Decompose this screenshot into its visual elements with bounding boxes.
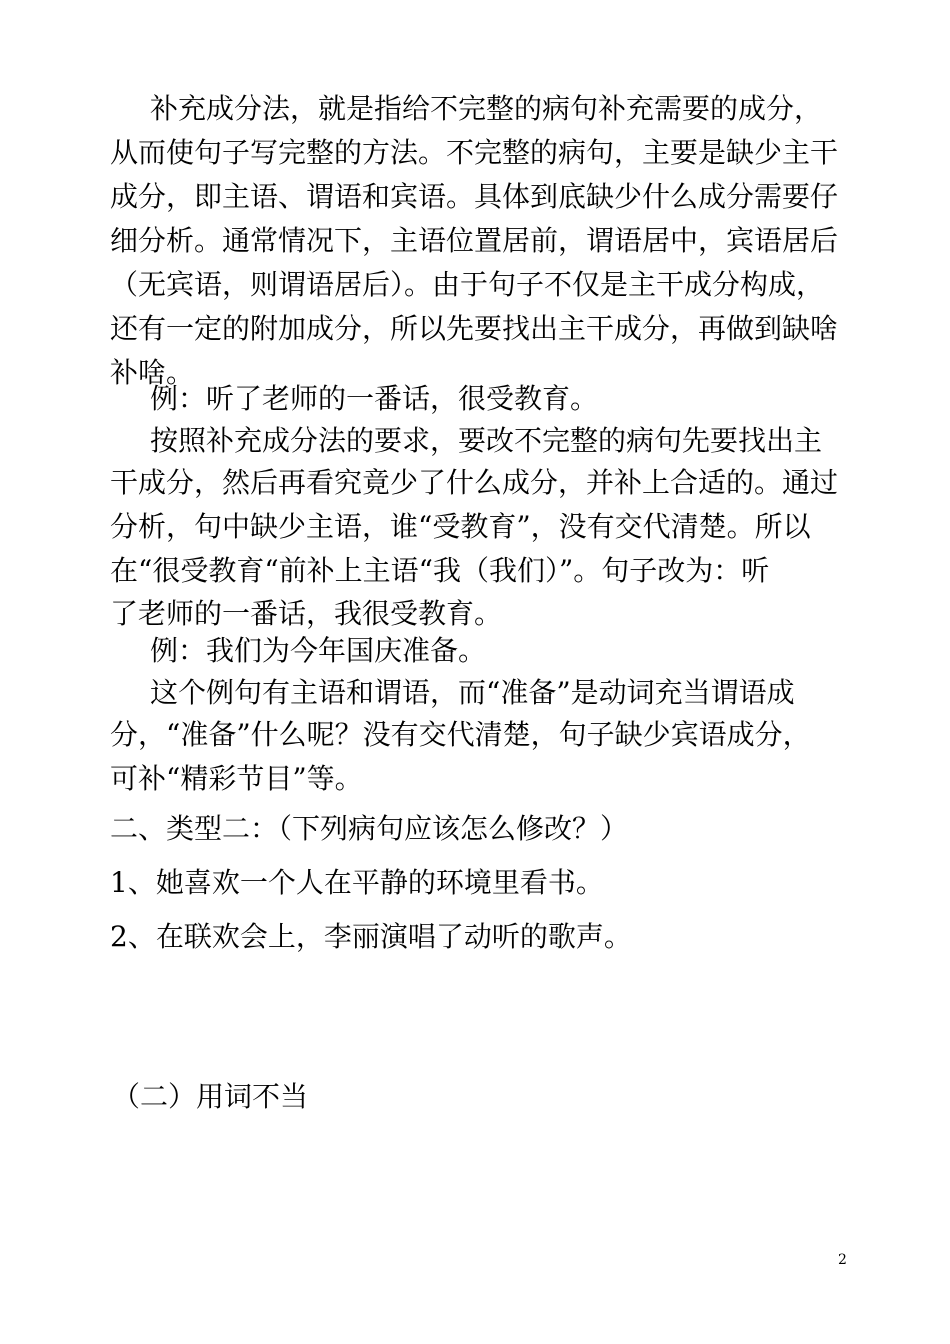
paragraph-line: 补充成分法，就是指给不完整的病句补充需要的成分， <box>150 92 823 125</box>
paragraph-line: 分析，句中缺少主语，谁“受教育”，没有交代清楚。所以 <box>110 510 811 543</box>
paragraph-line: 还有一定的附加成分，所以先要找出主干成分，再做到缺啥 <box>110 312 839 345</box>
paragraph-line: 在“很受教育“前补上主语“我（我们）”。句子改为：听 <box>110 554 770 587</box>
example-line: 例：我们为今年国庆准备。 <box>150 634 487 667</box>
paragraph-line: 这个例句有主语和谓语，而“准备”是动词充当谓语成 <box>150 676 795 709</box>
paragraph-line: 可补“精彩节目”等。 <box>110 762 363 795</box>
paragraph-line: 细分析。通常情况下，主语位置居前，谓语居中，宾语居后 <box>110 224 839 257</box>
paragraph-line: 按照补充成分法的要求，要改不完整的病句先要找出主 <box>150 424 823 457</box>
paragraph-line: 补啥。 <box>110 356 195 389</box>
example-line: 例：听了老师的一番话，很受教育。 <box>150 382 599 415</box>
exercise-item: 2、在联欢会上，李丽演唱了动听的歌声。 <box>110 920 632 953</box>
subheading-text: （二）用词不当 <box>112 1080 309 1113</box>
exercise-item: 1、她喜欢一个人在平静的环境里看书。 <box>110 866 604 899</box>
paragraph-line: 干成分，然后再看究竟少了什么成分，并补上合适的。通过 <box>110 466 839 499</box>
section-heading-text: 二、类型二：（下列病句应该怎么修改？） <box>110 812 629 845</box>
paragraph-line: 分，“准备”什么呢？没有交代清楚，句子缺少宾语成分， <box>110 718 811 751</box>
page-number: 2 <box>838 1252 847 1268</box>
paragraph-line: 了老师的一番话，我很受教育。 <box>110 597 503 630</box>
paragraph-line: 从而使句子写完整的方法。不完整的病句，主要是缺少主干 <box>110 136 839 169</box>
paragraph-line: 成分，即主语、谓语和宾语。具体到底缺少什么成分需要仔 <box>110 180 839 213</box>
paragraph-line: （无宾语，则谓语居后）。由于句子不仅是主干成分构成， <box>110 268 825 301</box>
